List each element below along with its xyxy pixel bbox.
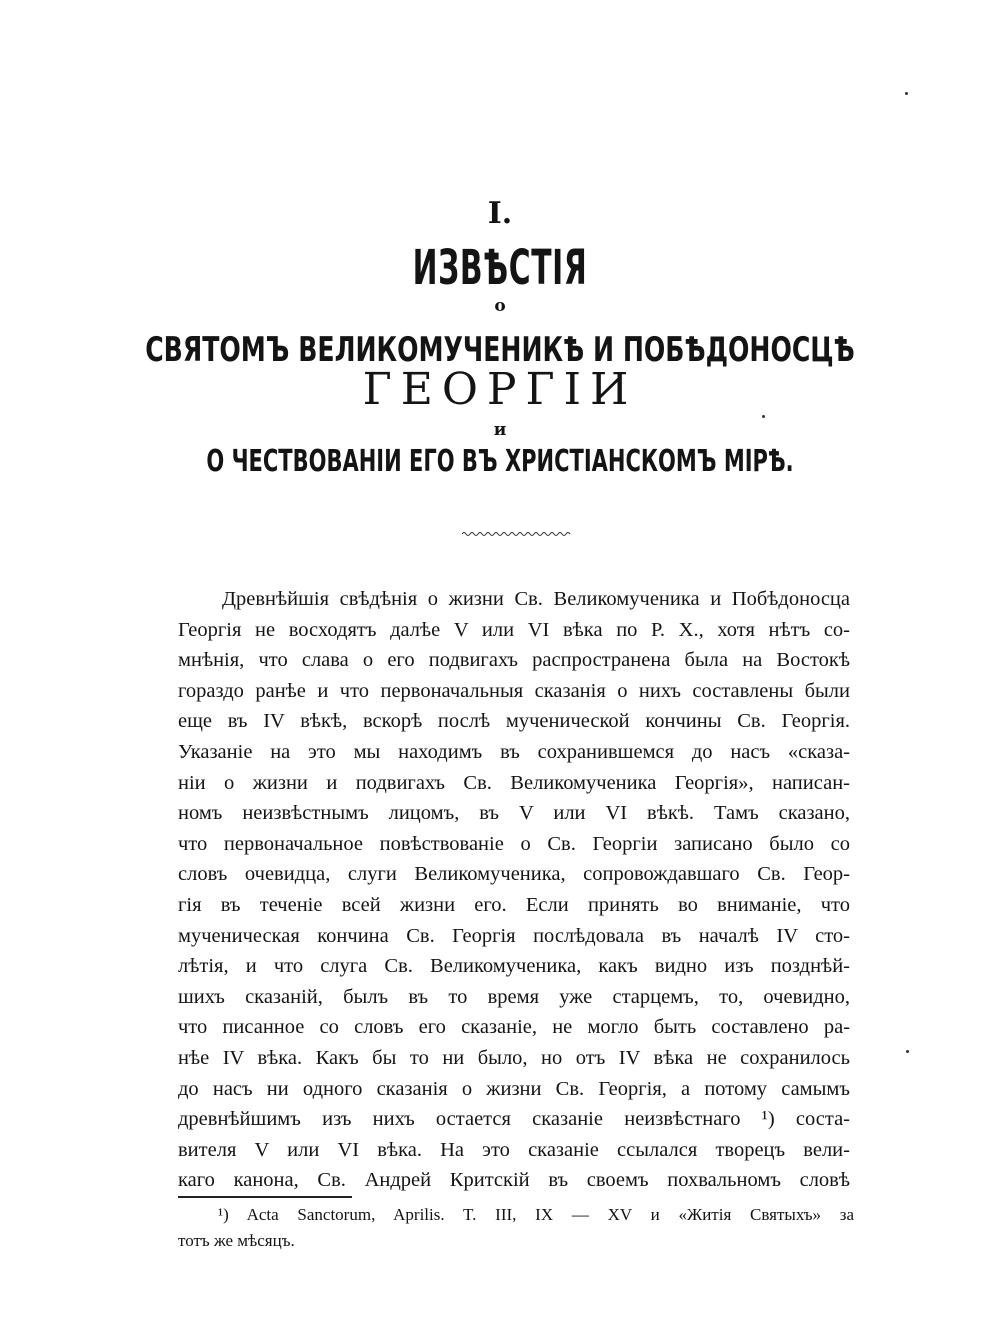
title-subtitle: О ЧЕСТВОВАНІИ ЕГО ВЪ ХРИСТІАНСКОМЪ МІРѢ.	[206, 444, 794, 479]
body-line: мученическая кончина Св. Георгія послѣдовала въ началѣ IV сто-	[178, 924, 850, 947]
body-line: гораздо ранѣе и что первоначальныя сказанія о нихъ составлены были	[178, 679, 850, 702]
body-line: мнѣнія, что слава о его подвигахъ распространена была на Востокѣ	[178, 649, 850, 672]
body-line: Георгія не восходятъ далѣе V или VI вѣка по Р. Х., хотя нѣтъ со-	[178, 618, 850, 641]
body-line: что писанное со словъ его сказаніе, не могло быть составлено ра-	[178, 1016, 850, 1039]
scan-speck	[906, 1050, 909, 1053]
body-line: гія въ теченіе всей жизни его. Если принять во вниманіе, что	[178, 893, 850, 916]
body-line: каго канона, Св. Андрей Критскій въ своемъ похвальномъ словѣ	[178, 1169, 850, 1192]
footnote	[178, 1202, 854, 1254]
body-line: что первоначальное повѣствованіе о Св. Георгіи записано было со	[178, 832, 850, 855]
body-line: вителя V или VI вѣка. На это сказаніе ссылался творецъ вели-	[178, 1138, 850, 1161]
footnote-line: тотъ же мѣсяцъ.	[178, 1231, 295, 1250]
body-line: до насъ ни одного сказанія о жизни Св. Георгія, а потому самымъ	[178, 1077, 850, 1100]
body-line: древнѣйшимъ изъ нихъ остается сказаніе неизвѣстнаго ¹) соста-	[178, 1108, 850, 1131]
body-line: номъ неизвѣстнымъ лицомъ, въ V или VI вѣкѣ. Тамъ сказано,	[178, 802, 850, 825]
body-line: ніи о жизни и подвигахъ Св. Великомученика Георгія», написан-	[178, 771, 850, 794]
body-line: шихъ сказаній, былъ въ то время уже старцемъ, то, очевидно,	[178, 985, 850, 1008]
title-saint: СВЯТОМЪ ВЕЛИКОМУЧЕНИКѢ И ПОБѢДОНОСЦѢ	[145, 330, 855, 370]
body-line: нѣе IV вѣка. Какъ бы то ни было, но отъ IV вѣка не сохранилось	[178, 1046, 850, 1069]
chapter-number: I.	[487, 196, 513, 231]
body-paragraph	[178, 584, 850, 1196]
body-line: лѣтія, и что слуга Св. Великомученика, какъ видно изъ позднѣй-	[178, 955, 850, 978]
title-main: ИЗВѢСТІЯ	[412, 240, 588, 296]
body-line: еще въ IV вѣкѣ, вскорѣ послѣ мученической кончины Св. Георгія.	[178, 710, 850, 733]
title-name: ГЕОРГІИ	[362, 364, 638, 415]
scan-speck	[762, 415, 765, 418]
footnote-rule	[178, 1196, 352, 1198]
scan-speck	[905, 92, 908, 95]
body-line: словъ очевидца, слуги Великомученика, сопровождавшаго Св. Геор-	[178, 863, 850, 886]
title-conjunction-o: о	[494, 296, 506, 316]
divider-ornament	[462, 531, 572, 537]
body-line: Древнѣйшія свѣдѣнія о жизни Св. Великомученика и Побѣдоносца	[222, 588, 850, 610]
title-conjunction-i: и	[493, 420, 507, 440]
body-line: Указаніе на это мы находимъ въ сохранившемся до насъ «сказа-	[178, 740, 850, 763]
footnote-line: ¹) Acta Sanctorum, Aprilis. T. III, IX — XV и «Житія Святыхъ» за	[218, 1205, 854, 1224]
